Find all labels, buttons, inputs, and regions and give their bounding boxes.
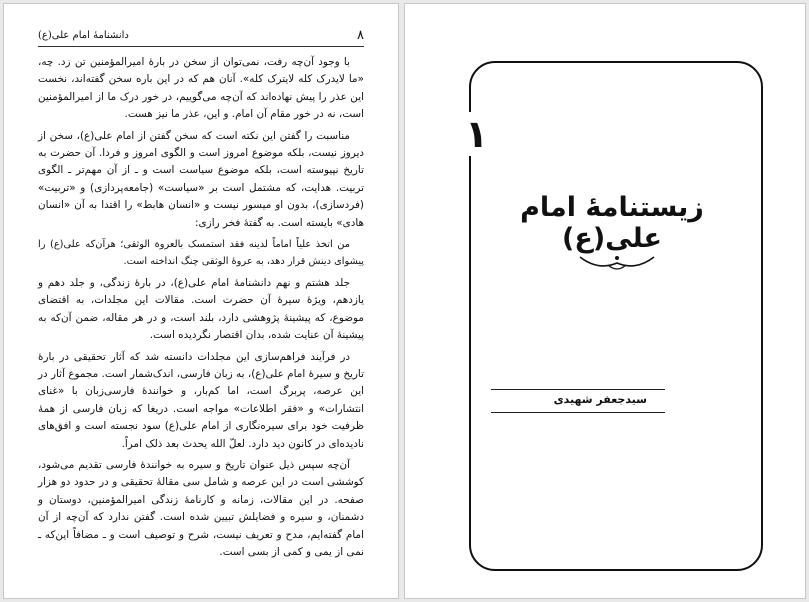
page-header [38,28,364,47]
author-block [491,389,665,413]
page-number: ۸ [357,28,364,43]
quote-paragraph: من اتخذ علیاً اماماً لدینه فقد استمسک بالعروة الوثقی؛ هرآن‌که علی(ع) را پیشوای دینش قرار دهد، به عروهٔ الوثقی چنگ انداخته است. [38,239,364,268]
running-head: دانشنامهٔ امام علی(ع) [38,30,129,41]
chapter-number: ۱ [459,112,494,156]
body-text [38,54,364,565]
ornament-divider [578,251,656,273]
left-page [3,3,399,599]
title-frame [469,61,763,571]
paragraph: با وجود آن‌چه رفت، نمی‌توان از سخن در بارهٔ امیرالمؤمنین تن زد. چه، «ما لایدرک کله لایترک کله». آنان هم که در این باره سخن گفته‌اند، نخست این عذر را پیش نهاده‌اند که آن‌چه می‌گوییم، در خور درک ما از امیرالمؤمنین است، نه در خور مقام آن امام. و این، عذر ما نیز هست. [38,56,364,121]
paragraph: مناسبت را گفتن این نکته است که سخن گفتن از امام علی(ع)، سخن از دیروز نیست، بلکه موضوع امروز است و الگوی امروز و فردا. آن حضرت به تاریخ نپیوسته است، بلکه موضوع سیاست است و ـ از آن مهم‌تر ـ الگوی تربیت. هدایت، که مشتمل است بر «سیاست» (جامعه‌پردازی) و «تربیت» (فردسازی)، بدون او میسور نیست و «انسان هابط» را اقتدا به آن «انسان هادی» بایسته است. به گفتهٔ فخر رازی: [38,129,364,229]
paragraph: در فرآیند فراهم‌سازی این مجلدات دانسته شد که آثار تحقیقی در بارهٔ تاریخ و سیرهٔ امام علی(ع)، به زبان فارسی، اندک‌شمار است. مجموع آثار در این عرصه، پربرگ است، اما کم‌بار، و خوانندهٔ فارسی‌زبان با «غنای انتشارات» و «فقر اطلاعات» مواجه است. دریغا که زبان فارسی از همهٔ ظرفیت خود برای سیره‌نگاری از امام علی(ع) سود نجسته است و افق‌های نادیده‌ای در کانون دید دارد. لعلّ الله یحدث بعد ذلک امراً. [38,350,364,450]
paragraph: آن‌چه سپس ذیل عنوان تاریخ و سیره به خوانندهٔ فارسی تقدیم می‌شود، کوششی است در این عرصه و شامل سی مقالهٔ تحقیقی و در حدود دو هزار صفحه. در این مقالات، زمانه و کارنامهٔ زندگی امیرالمؤمنین، دوستان و دشمنان، و سیره و فضایلش تبیین شده است. گفتن ندارد که آن‌چه از آن امام گفته‌ایم، مدح و تعریف نیست، شرح و توصیف است و ـ مضافاً این‌که ـ نمی از یمی و کمی از بسی است. [38,458,364,558]
paragraph: جلد هشتم و نهم دانشنامهٔ امام علی(ع)، در بارهٔ زندگی، و جلد دهم و یازدهم، ویژهٔ سیرهٔ آن حضرت است. مقالات این مجلدات، به اقتضای موضوع، که پیشینهٔ پژوهشی دارد، بلند است، و در هر مقاله، ضمن آن‌که به پیشینهٔ آن عنایت شده، بدان اقتصار نگردیده است. [38,276,364,342]
author-name: سیدجعفر شهیدی [553,393,647,406]
right-page [404,3,806,599]
chapter-title: زیستنامهٔ امام علی(ع) [520,192,704,254]
